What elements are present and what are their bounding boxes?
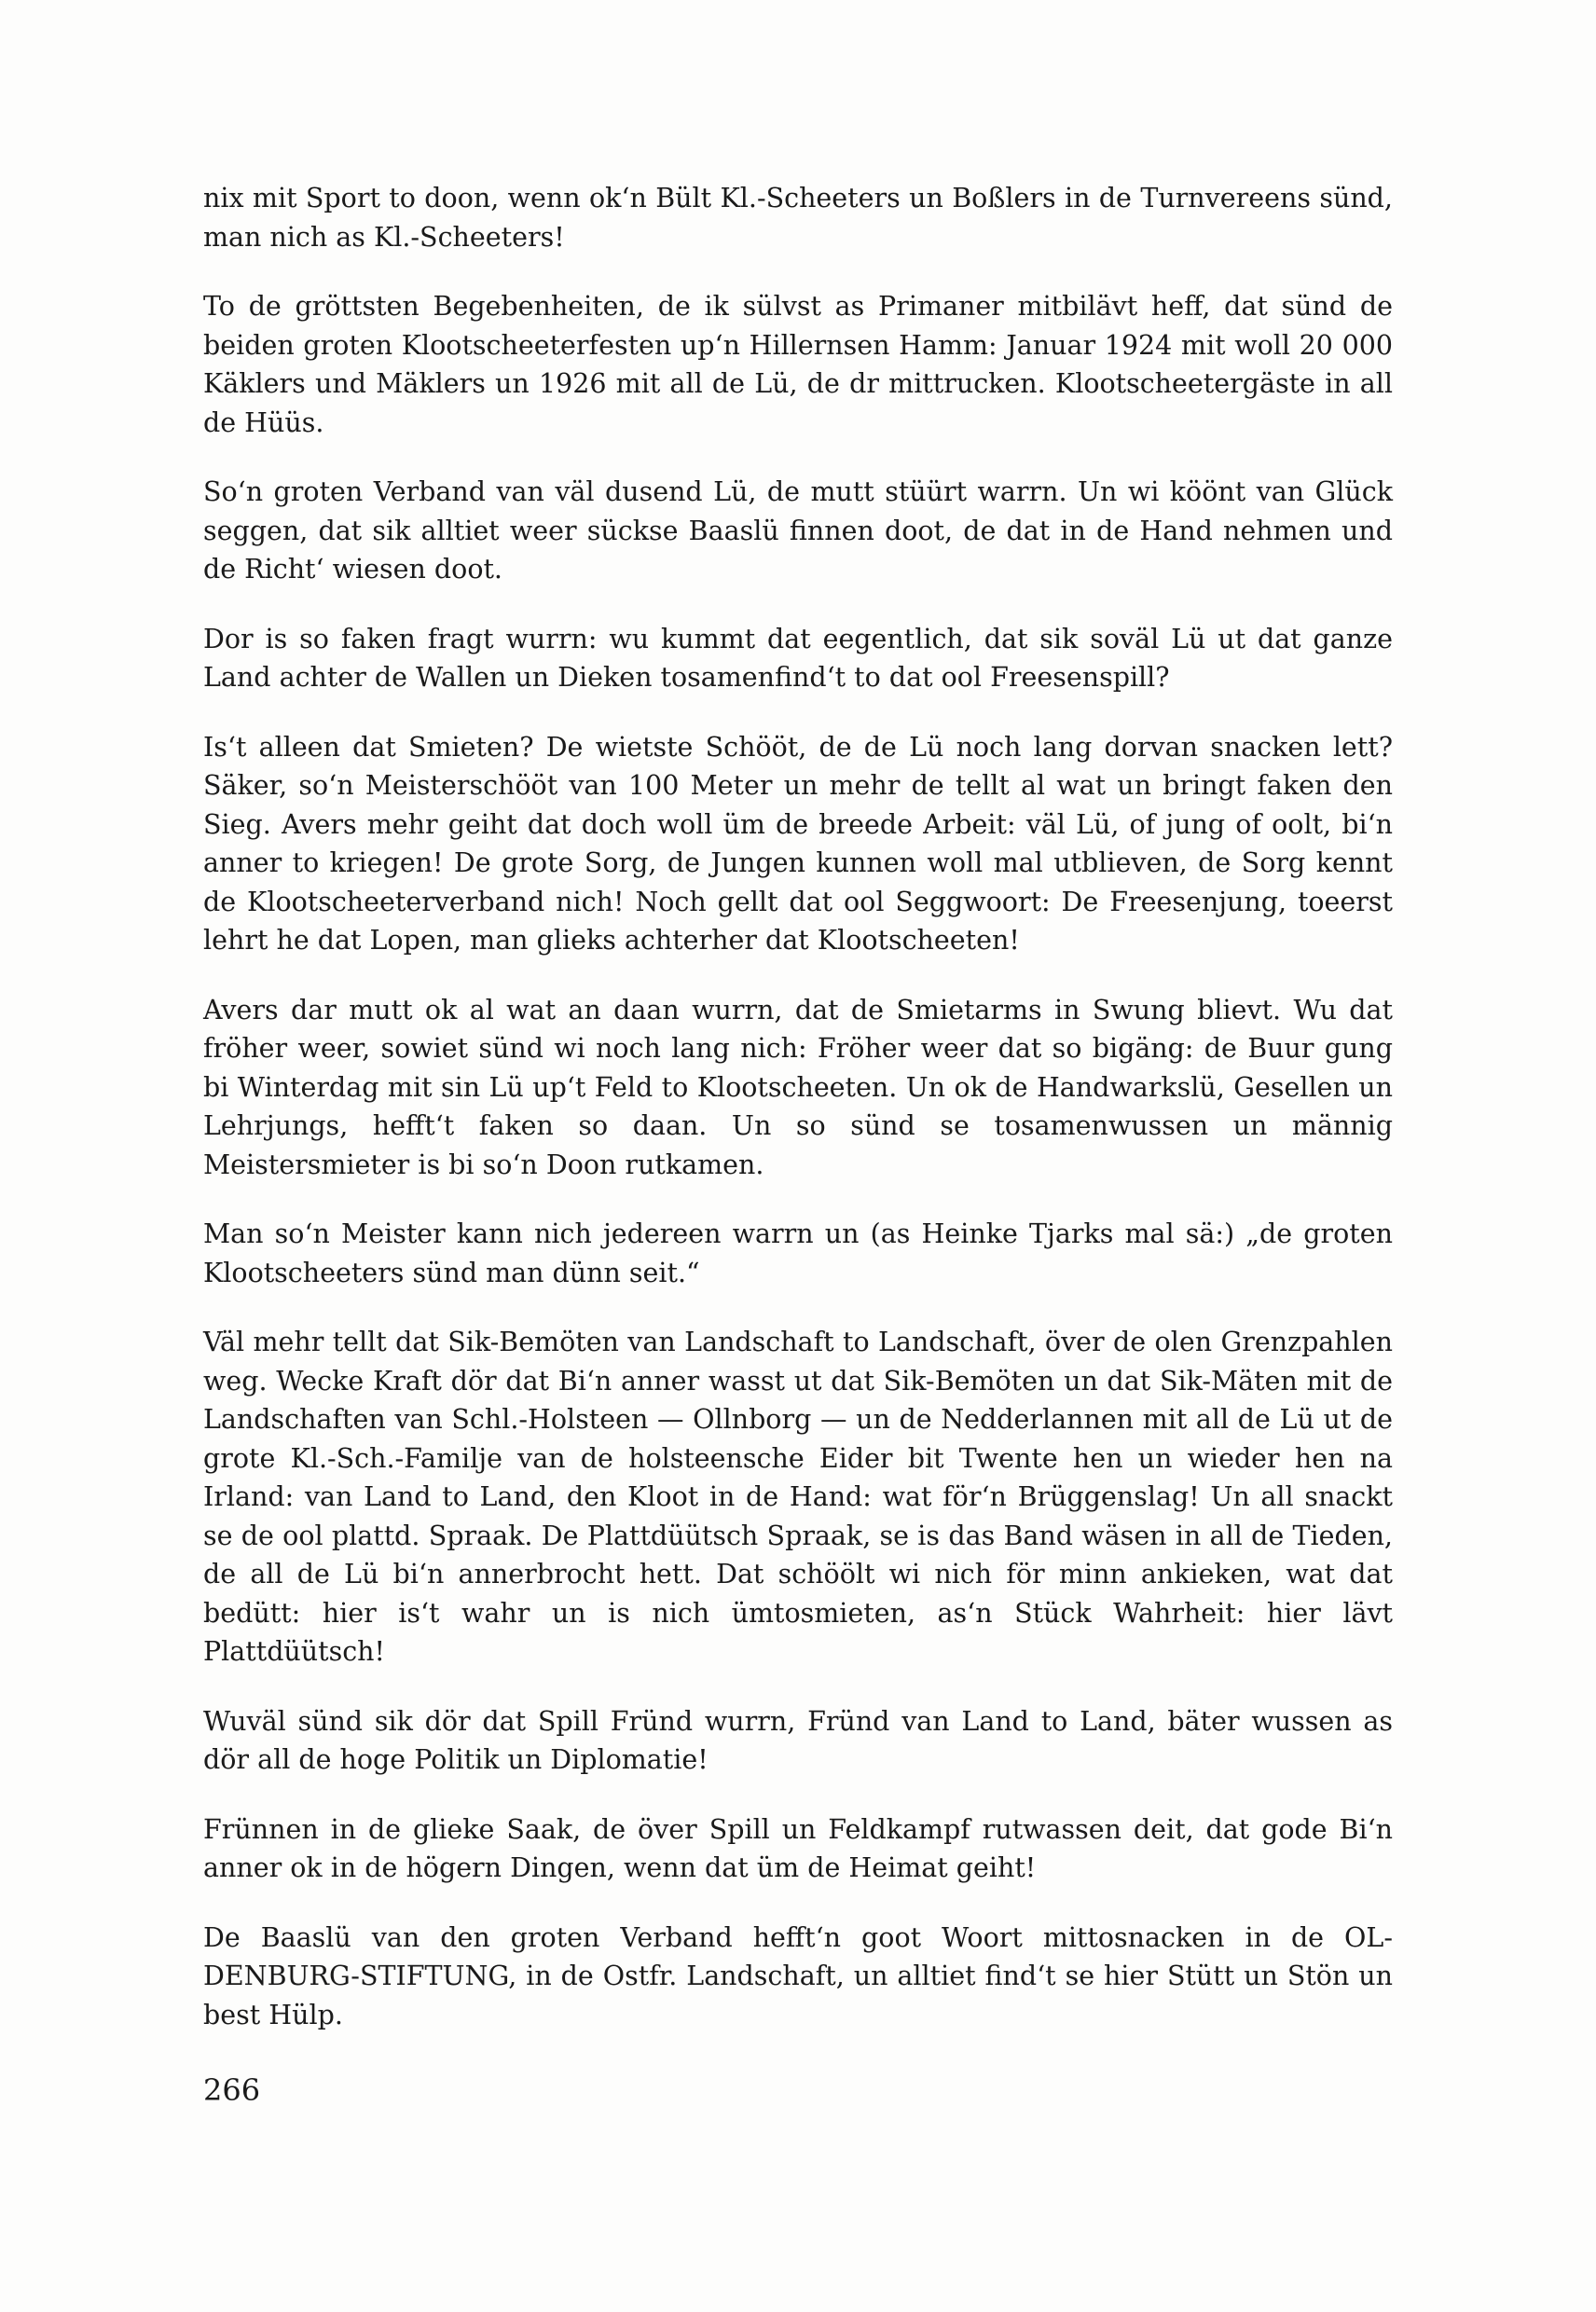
paragraph-5: Is‘t alleen dat Smieten? De wietste Schööt, de de Lü noch lang dorvan snacken lett? Säker, so‘n Meisterschööt van 100 Meter un mehr de tellt al wat un bringt faken den Sieg. Avers mehr geiht dat doch woll üm de breede Arbeit: väl Lü, of jung of oolt, bi‘n anner to kriegen! De grote Sorg, de Jungen kunnen woll mal utblieven, de Sorg kennt de Klootscheeterverband nich! Noch gellt dat ool Seggwoort: De Freesenjung, toeerst lehrt he dat Lopen, man glieks achterher dat Klootscheeten! [203,731,1393,956]
paragraph-4: Dor is so faken fragt wurrn: wu kummt dat eegentlich, dat sik soväl Lü ut dat ganze Land achter de Wallen un Dieken tosamenfind‘t to dat ool Freesenspill? [203,623,1393,693]
paragraph-8: Väl mehr tellt dat Sik-Bemöten van Landschaft to Landschaft, över de olen Grenzpahlen weg. Wecke Kraft dör dat Bi‘n anner wasst ut dat Sik-Bemöten un dat Sik-Mäten mit de Landschaften van Schl.-Holsteen — Ollnborg — un de Nedderlannen mit all de Lü ut de grote Kl.-Sch.-Familje van de holsteensche Eider bit Twente hen un wieder hen na Irland: van Land to Land, den Kloot in de Hand: wat för‘n Brüggenslag! Un all snackt se de ool plattd. Spraak. De Plattdüütsch Spraak, se is das Band wäsen in all de Tieden, de all de Lü bi‘n annerbrocht hett. Dat schöölt wi nich för minn ankieken, wat dat bedütt: hier is‘t wahr un is nich ümtosmieten, as‘n Stück Wahrheit: hier lävt Plattdüütsch! [203,1327,1393,1667]
paragraph-2: To de gröttsten Begebenheiten, de ik sülvst as Primaner mitbilävt heff, dat sünd de beiden groten Klootscheeterfesten up‘n Hillernsen Hamm: Januar 1924 mit woll 20 000 Käklers und Mäklers un 1926 mit all de Lü, de dr mittrucken. Klootscheetergäste in all de Hüüs. [203,291,1393,438]
paragraph-10: Frünnen in de glieke Saak, de över Spill un Feldkampf rutwassen deit, dat gode Bi‘n anner ok in de högern Dingen, wenn dat üm de Heimat geiht! [203,1813,1393,1883]
paragraph-9: Wuväl sünd sik dör dat Spill Fründ wurrn, Fründ van Land to Land, bäter wussen as dör all de hoge Politik un Diplomatie! [203,1705,1393,1775]
paragraph-11: De Baaslü van den groten Verband hefft‘n goot Woort mittosnacken in de OLDENBURG-STIFTUNG, in de Ostfr. Landschaft, un alltiet find‘t se hier Stütt un Stön un best Hülp. [203,1921,1393,2030]
page-number: 266 [203,2072,261,2108]
paragraph-6: Avers dar mutt ok al wat an daan wurrn, dat de Smietarms in Swung blievt. Wu dat fröher weer, sowiet sünd wi noch lang nich: Fröher weer dat so bigäng: de Buur gung bi Winterdag mit sin Lü up‘t Feld to Klootscheeten. Un ok de Handwarkslü, Gesellen un Lehrjungs, hefft‘t faken so daan. Un so sünd se tosamenwussen un männig Meistersmieter is bi so‘n Doon rutkamen. [203,994,1393,1180]
paragraph-1: nix mit Sport to doon, wenn ok‘n Bült Kl.-Scheeters un Boßlers in de Turnvereens sünd, man nich as Kl.-Scheeters! [203,183,1393,253]
body-text [203,179,1393,2065]
paragraph-7: Man so‘n Meister kann nich jedereen warrn un (as Heinke Tjarks mal sä:) „de groten Klootscheeters sünd man dünn seit.“ [203,1218,1393,1288]
paragraph-3: So‘n groten Verband van väl dusend Lü, de mutt stüürt warrn. Un wi köönt van Glück seggen, dat sik alltiet weer sückse Baaslü finnen doot, de dat in de Hand nehmen und de Richt‘ wiesen doot. [203,476,1393,585]
